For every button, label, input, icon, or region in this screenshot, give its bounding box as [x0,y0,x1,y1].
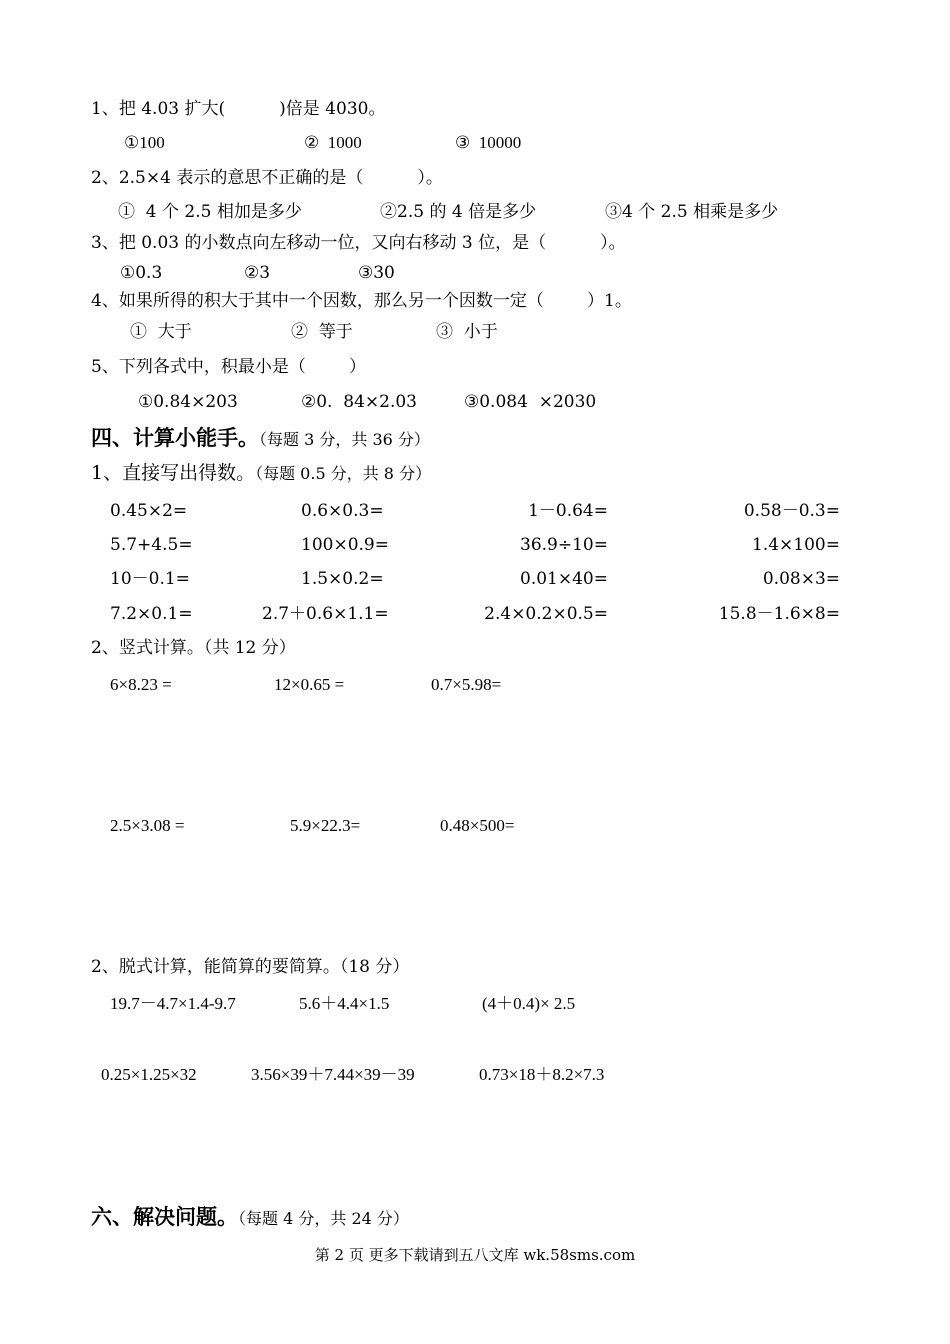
question-5-option-2: ②0. 84×2.03 [301,392,417,412]
question-5-option-1: ①0.84×203 [138,392,238,412]
step-calc-item: 19.7－4.7×1.4-9.7 [110,994,236,1013]
question-3-option-2: ②3 [244,263,271,283]
oral-calc-item: 0.6×0.3= [301,501,384,521]
section-4-title: 四、计算小能手。 [91,426,259,450]
section-4-note: （每题 3 分，共 36 分） [259,430,430,449]
section-6-title: 六、解决问题。 [91,1205,238,1229]
question-3-option-3: ③30 [358,263,395,283]
step-calc-item: 0.25×1.25×32 [101,1065,197,1084]
question-2-stem: 2、2.5×4 表示的意思不正确的是（ ）。 [91,168,443,188]
oral-calc-item: 0.45×2= [110,501,188,521]
question-4-stem: 4、如果所得的积大于其中一个因数，那么另一个因数一定（ ）1。 [91,291,632,311]
question-1-option-1: ①100 [124,133,165,152]
oral-calc-item: 36.9÷10= [520,535,608,555]
oral-calc-item: 1.5×0.2= [301,569,384,589]
question-2-option-1: ① 4 个 2.5 相加是多少 [118,202,302,222]
question-5-stem: 5、下列各式中，积最小是（ ） [91,357,367,377]
oral-calc-item: 1－0.64= [528,501,608,521]
oral-calc-item: 0.58－0.3= [743,501,840,521]
oral-calc-item: 0.08×3= [762,569,840,589]
question-1-option-3: ③ 10000 [455,133,522,152]
part-3-title: 2、脱式计算，能简算的要简算。（18 分） [91,957,410,977]
step-calc-item: 0.73×18＋8.2×7.3 [479,1065,605,1084]
question-4-option-2: ② 等于 [291,322,353,342]
question-1-option-2: ② 1000 [304,133,362,152]
section-6-heading [91,1205,409,1231]
section-4-heading [91,426,430,452]
oral-calc-item: 1.4×100= [752,535,840,555]
oral-calc-item: 2.7＋0.6×1.1= [262,604,389,624]
question-3-option-1: ①0.3 [120,263,163,283]
oral-calc-item: 5.7+4.5= [110,535,193,555]
question-2-option-3: ③4 个 2.5 相乘是多少 [605,202,779,222]
question-4-option-1: ① 大于 [130,322,192,342]
oral-calc-item: 100×0.9= [301,535,389,555]
page-footer: 第 2 页 更多下载请到五八文库 wk.58sms.com [314,1246,636,1264]
step-calc-item: (4＋0.4)× 2.5 [482,994,576,1013]
oral-calc-item: 0.01×40= [520,569,608,589]
section-6-note: （每题 4 分，共 24 分） [238,1209,409,1228]
part-1-title: 1、直接写出得数。 [91,462,256,484]
column-calc-item: 5.9×22.3= [290,816,361,835]
oral-calc-item: 7.2×0.1= [110,604,193,624]
column-calc-item: 2.5×3.08 = [110,816,185,835]
oral-calc-item: 2.4×0.2×0.5= [484,604,608,624]
part-1-heading [91,462,431,485]
question-5-option-3: ③0.084 ×2030 [464,392,597,412]
column-calc-item: 12×0.65 = [274,675,345,694]
oral-calc-item: 10－0.1= [110,569,190,589]
oral-calc-item: 15.8－1.6×8= [718,604,840,624]
column-calc-item: 0.48×500= [440,816,515,835]
question-1-stem: 1、把 4.03 扩大( )倍是 4030。 [91,99,386,119]
question-3-stem: 3、把 0.03 的小数点向左移动一位，又向右移动 3 位，是（ ）。 [91,233,626,253]
column-calc-item: 6×8.23 = [110,675,172,694]
part-1-note: （每题 0.5 分，共 8 分） [255,464,432,483]
question-2-option-2: ②2.5 的 4 倍是多少 [380,202,537,222]
part-2-title: 2、竖式计算。（共 12 分） [91,638,296,658]
question-4-option-3: ③ 小于 [436,322,498,342]
column-calc-item: 0.7×5.98= [431,675,502,694]
step-calc-item: 5.6＋4.4×1.5 [299,994,390,1013]
step-calc-item: 3.56×39＋7.44×39－39 [251,1065,415,1084]
